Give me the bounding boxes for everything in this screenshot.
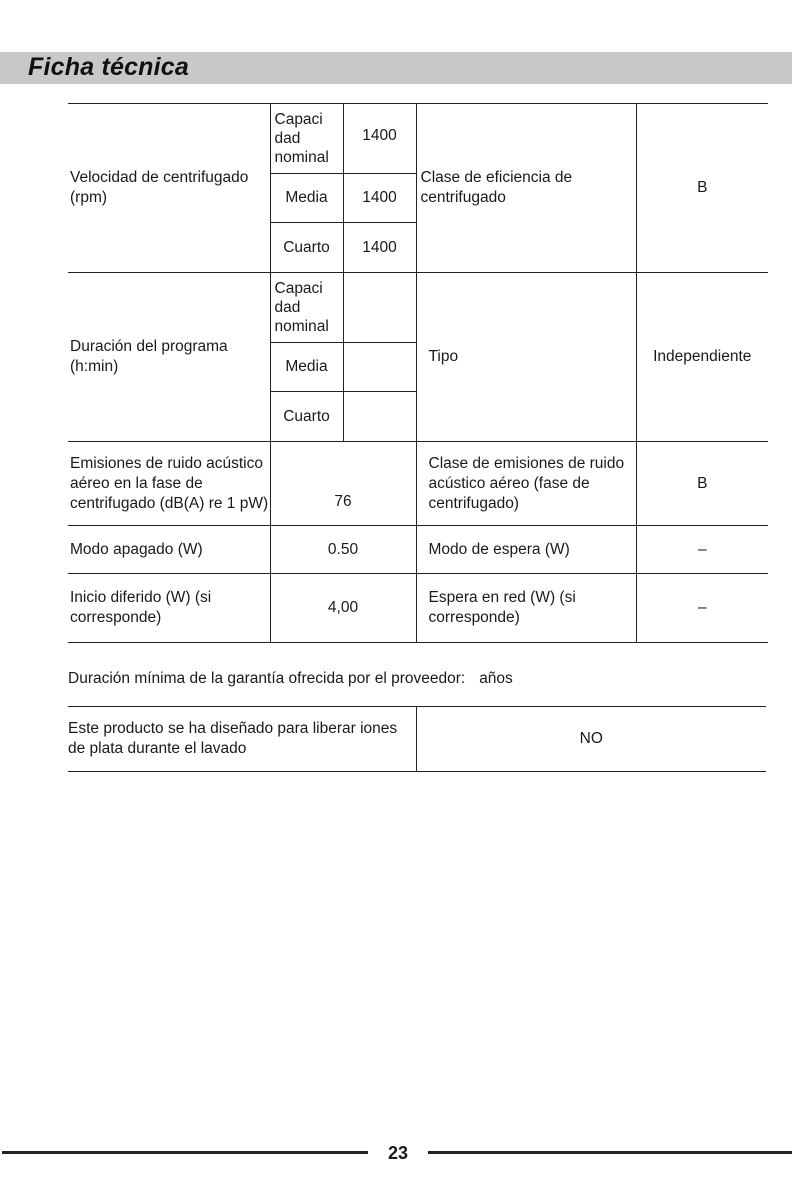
standby-value: – <box>636 526 768 574</box>
network-standby-label: Espera en red (W) (si corresponde) <box>416 574 636 643</box>
standby-label: Modo de espera (W) <box>416 526 636 574</box>
off-mode-value: 0.50 <box>270 526 416 574</box>
type-label: Tipo <box>416 273 636 442</box>
silver-ions-table <box>68 706 766 772</box>
footer-rule-left <box>2 1151 368 1154</box>
page-number: 23 <box>387 1143 409 1163</box>
silver-ions-label: Este producto se ha diseñado para liberar iones de plata durante el lavado <box>68 707 416 772</box>
noise-value: 76 <box>270 442 416 526</box>
duration-value <box>343 273 416 343</box>
spin-load-label: Media <box>270 174 343 223</box>
program-duration-row <box>68 273 768 343</box>
delay-start-row <box>68 574 768 643</box>
duration-load-label: Cuarto <box>270 392 343 442</box>
guarantee-line <box>68 670 513 688</box>
noise-class-value: B <box>636 442 768 526</box>
noise-row <box>68 442 768 526</box>
spin-class-value: B <box>636 104 768 273</box>
spin-class-label: Clase de eficiencia de centrifugado <box>416 104 636 273</box>
silver-ions-row <box>68 707 766 772</box>
spin-value: 1400 <box>343 223 416 273</box>
silver-ions-value: NO <box>416 707 766 772</box>
footer-rule-right <box>428 1151 792 1154</box>
spin-speed-label: Velocidad de centrifugado (rpm) <box>68 104 270 273</box>
off-mode-label: Modo apagado (W) <box>68 526 270 574</box>
page-title: Ficha técnica <box>28 53 189 81</box>
duration-load-label: Capaci dad nominal <box>270 273 343 343</box>
duration-load-label: Media <box>270 343 343 392</box>
duration-value <box>343 392 416 442</box>
duration-value <box>343 343 416 392</box>
spin-load-label: Cuarto <box>270 223 343 273</box>
delay-start-label: Inicio diferido (W) (si corresponde) <box>68 574 270 643</box>
type-value: Independiente <box>636 273 768 442</box>
noise-label: Emisiones de ruido acústico aéreo en la fase de centrifugado (dB(A) re 1 pW) <box>68 442 270 526</box>
spin-value: 1400 <box>343 104 416 174</box>
guarantee-label: Duración mínima de la garantía ofrecida por el proveedor: <box>68 670 466 687</box>
guarantee-unit: años <box>479 670 513 687</box>
delay-start-value: 4,00 <box>270 574 416 643</box>
noise-class-label: Clase de emisiones de ruido acústico aéreo (fase de centrifugado) <box>416 442 636 526</box>
spec-table <box>68 103 768 643</box>
spin-speed-row <box>68 104 768 174</box>
spin-value: 1400 <box>343 174 416 223</box>
spin-load-label: Capaci dad nominal <box>270 104 343 174</box>
network-standby-value: – <box>636 574 768 643</box>
off-mode-row <box>68 526 768 574</box>
program-duration-label: Duración del programa (h:min) <box>68 273 270 442</box>
